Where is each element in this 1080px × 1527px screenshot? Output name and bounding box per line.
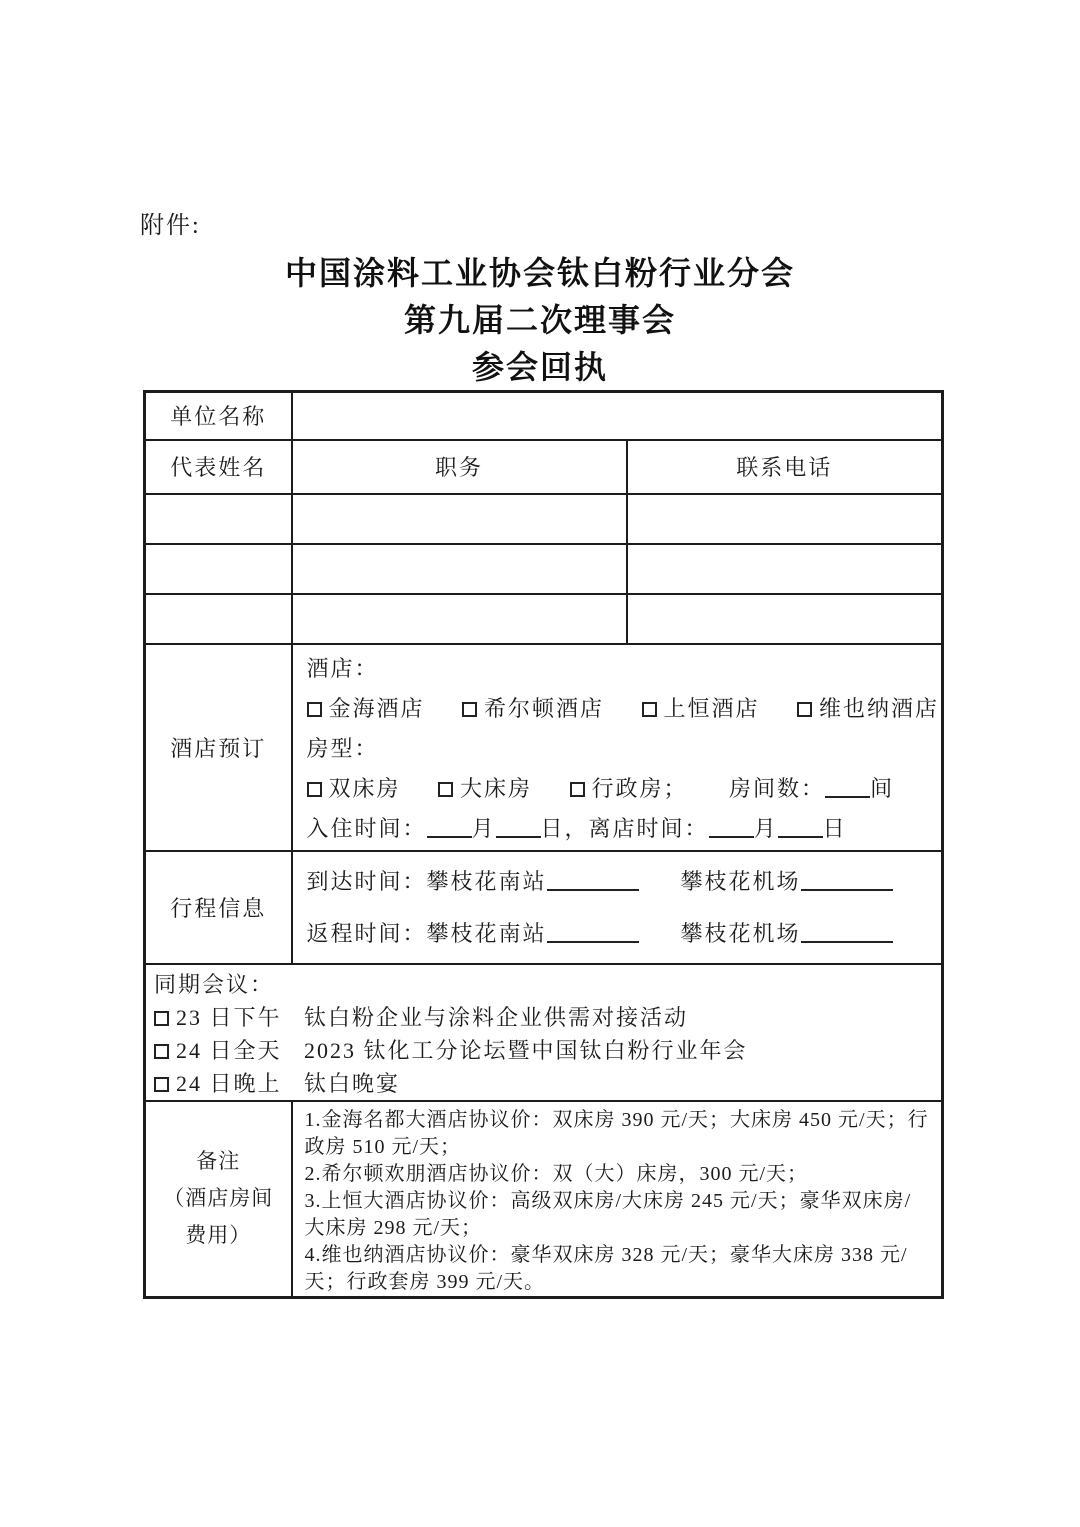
room-count-unit: 间 <box>870 775 895 801</box>
return-station-label: 攀枝花南站 <box>426 920 547 946</box>
return-label: 返程时间： <box>306 920 427 946</box>
unit-name-label: 单位名称 <box>145 392 292 440</box>
hotel-booking-cell <box>292 644 943 851</box>
return-line <box>307 908 934 960</box>
checkout-label: 离店时间： <box>588 815 709 841</box>
attachment-label: 附件: <box>140 213 201 239</box>
title-block <box>0 250 1080 391</box>
rep-row-3 <box>145 594 943 644</box>
checkin-month-label: 月 <box>471 815 496 841</box>
meeting-24evening-event: 钛白晚宴 <box>304 1070 401 1096</box>
remarks-label <box>145 1101 292 1298</box>
checkbox-meeting-23pm[interactable] <box>154 1011 169 1026</box>
hotel-options-line <box>307 689 940 729</box>
room-type-king-label: 大床房 <box>460 775 533 801</box>
room-type-king <box>438 776 532 801</box>
checkbox-hotel-shangheng[interactable] <box>642 702 657 717</box>
meeting-24allday-event: 2023 钛化工分论坛暨中国钛白粉行业年会 <box>304 1037 748 1063</box>
hotel-option-hilton <box>462 696 604 721</box>
room-type-executive-label: 行政房； <box>591 775 688 801</box>
hotel-option-shangheng <box>642 696 760 721</box>
rep-row-2 <box>145 544 943 594</box>
hotel-option-vienna-label: 维也纳酒店 <box>819 695 940 721</box>
arrival-airport-time-blank[interactable] <box>801 873 893 891</box>
concurrent-title: 同期会议： <box>154 971 275 997</box>
remarks-row <box>145 1101 943 1298</box>
meeting-23pm-time: 23 日下午 <box>176 1004 282 1030</box>
unit-name-row <box>145 392 943 440</box>
checkbox-room-twin[interactable] <box>307 782 322 797</box>
checkbox-meeting-24evening[interactable] <box>154 1077 169 1092</box>
meeting-24evening-time: 24 日晚上 <box>176 1070 282 1096</box>
remarks-cell <box>292 1101 943 1298</box>
document-title-line-3: 参会回执 <box>471 349 608 385</box>
stay-dates-line <box>307 809 934 849</box>
rep-name-input-2[interactable] <box>145 544 292 594</box>
room-type-twin <box>307 776 401 801</box>
rep-position-input-1[interactable] <box>292 494 627 544</box>
hotel-option-jinhai-label: 金海酒店 <box>328 695 425 721</box>
remarks-label-line-1: 备注 <box>196 1149 241 1173</box>
remark-item-3: 3.上恒大酒店协议价：高级双床房/大床房 245 元/天；豪华双床房/大床房 298 元/天； <box>304 1189 912 1239</box>
checkbox-hotel-jinhai[interactable] <box>307 702 322 717</box>
rep-phone-input-2[interactable] <box>627 544 943 594</box>
document-title-line-2: 第九届二次理事会 <box>403 302 676 338</box>
rep-phone-header: 联系电话 <box>627 440 943 494</box>
concurrent-meetings-cell <box>145 964 943 1101</box>
concurrent-item-23pm <box>154 1001 933 1034</box>
checkin-month-blank[interactable] <box>427 820 472 838</box>
itinerary-label: 行程信息 <box>145 851 292 964</box>
arrival-station-time-blank[interactable] <box>547 873 639 891</box>
rep-position-input-2[interactable] <box>292 544 627 594</box>
return-airport-label: 攀枝花机场 <box>680 920 801 946</box>
rep-header-row <box>145 440 943 494</box>
rep-phone-input-1[interactable] <box>627 494 943 544</box>
hotel-option-vienna <box>797 696 939 721</box>
rep-name-input-3[interactable] <box>145 594 292 644</box>
rep-row-1 <box>145 494 943 544</box>
hotel-booking-row <box>145 644 943 851</box>
hotel-option-hilton-label: 希尔顿酒店 <box>484 695 605 721</box>
room-type-line <box>307 769 934 809</box>
checkout-day-blank[interactable] <box>778 820 823 838</box>
room-count-blank[interactable] <box>825 780 870 798</box>
remarks-label-line-3: 费用） <box>185 1223 252 1247</box>
meeting-23pm-event: 钛白粉企业与涂料企业供需对接活动 <box>304 1004 689 1030</box>
checkout-month-blank[interactable] <box>709 820 754 838</box>
concurrent-item-24evening <box>154 1067 933 1100</box>
checkin-day-label: 日， <box>540 815 589 841</box>
arrival-label: 到达时间： <box>306 868 427 894</box>
rep-position-header: 职务 <box>292 440 627 494</box>
room-count-label: 房间数： <box>729 775 826 801</box>
arrival-station-label: 攀枝花南站 <box>426 868 547 894</box>
checkin-day-blank[interactable] <box>496 820 541 838</box>
reply-form-table <box>143 390 944 1299</box>
concurrent-item-24allday <box>154 1034 933 1067</box>
remark-item-2: 2.希尔顿欢朋酒店协议价：双（大）床房，300 元/天； <box>304 1162 809 1185</box>
return-station-time-blank[interactable] <box>547 925 639 943</box>
checkbox-hotel-vienna[interactable] <box>797 702 812 717</box>
room-type-section-label: 房型： <box>306 735 379 761</box>
hotel-booking-label: 酒店预订 <box>145 644 292 851</box>
checkbox-room-king[interactable] <box>438 782 453 797</box>
rep-name-input-1[interactable] <box>145 494 292 544</box>
checkbox-meeting-24allday[interactable] <box>154 1044 169 1059</box>
hotel-option-shangheng-label: 上恒酒店 <box>663 695 760 721</box>
room-type-executive <box>570 776 688 801</box>
concurrent-meetings-row <box>145 964 943 1101</box>
itinerary-cell <box>292 851 943 964</box>
room-type-twin-label: 双床房 <box>328 775 401 801</box>
remarks-label-line-2: （酒店房间 <box>163 1186 274 1210</box>
hotel-section-label: 酒店： <box>306 655 379 681</box>
checkout-month-label: 月 <box>753 815 778 841</box>
rep-phone-input-3[interactable] <box>627 594 943 644</box>
unit-name-input-cell[interactable] <box>292 392 943 440</box>
arrival-airport-label: 攀枝花机场 <box>680 868 801 894</box>
meeting-24allday-time: 24 日全天 <box>176 1037 282 1063</box>
arrival-line <box>307 856 934 908</box>
remark-item-4: 4.维也纳酒店协议价：豪华双床房 328 元/天；豪华大床房 338 元/天；行政套房 399 元/天。 <box>304 1243 908 1293</box>
checkin-label: 入住时间： <box>306 815 427 841</box>
rep-name-header: 代表姓名 <box>145 440 292 494</box>
checkbox-room-executive[interactable] <box>570 782 585 797</box>
itinerary-row <box>145 851 943 964</box>
document-title-line-1: 中国涂料工业协会钛白粉行业分会 <box>284 255 795 291</box>
remark-item-1: 1.金海名都大酒店协议价：双床房 390 元/天；大床房 450 元/天；行政房 510 元/天； <box>304 1108 929 1158</box>
checkout-day-label: 日 <box>822 815 847 841</box>
return-airport-time-blank[interactable] <box>801 925 893 943</box>
hotel-option-jinhai <box>307 696 425 721</box>
checkbox-hotel-hilton[interactable] <box>462 702 477 717</box>
rep-position-input-3[interactable] <box>292 594 627 644</box>
